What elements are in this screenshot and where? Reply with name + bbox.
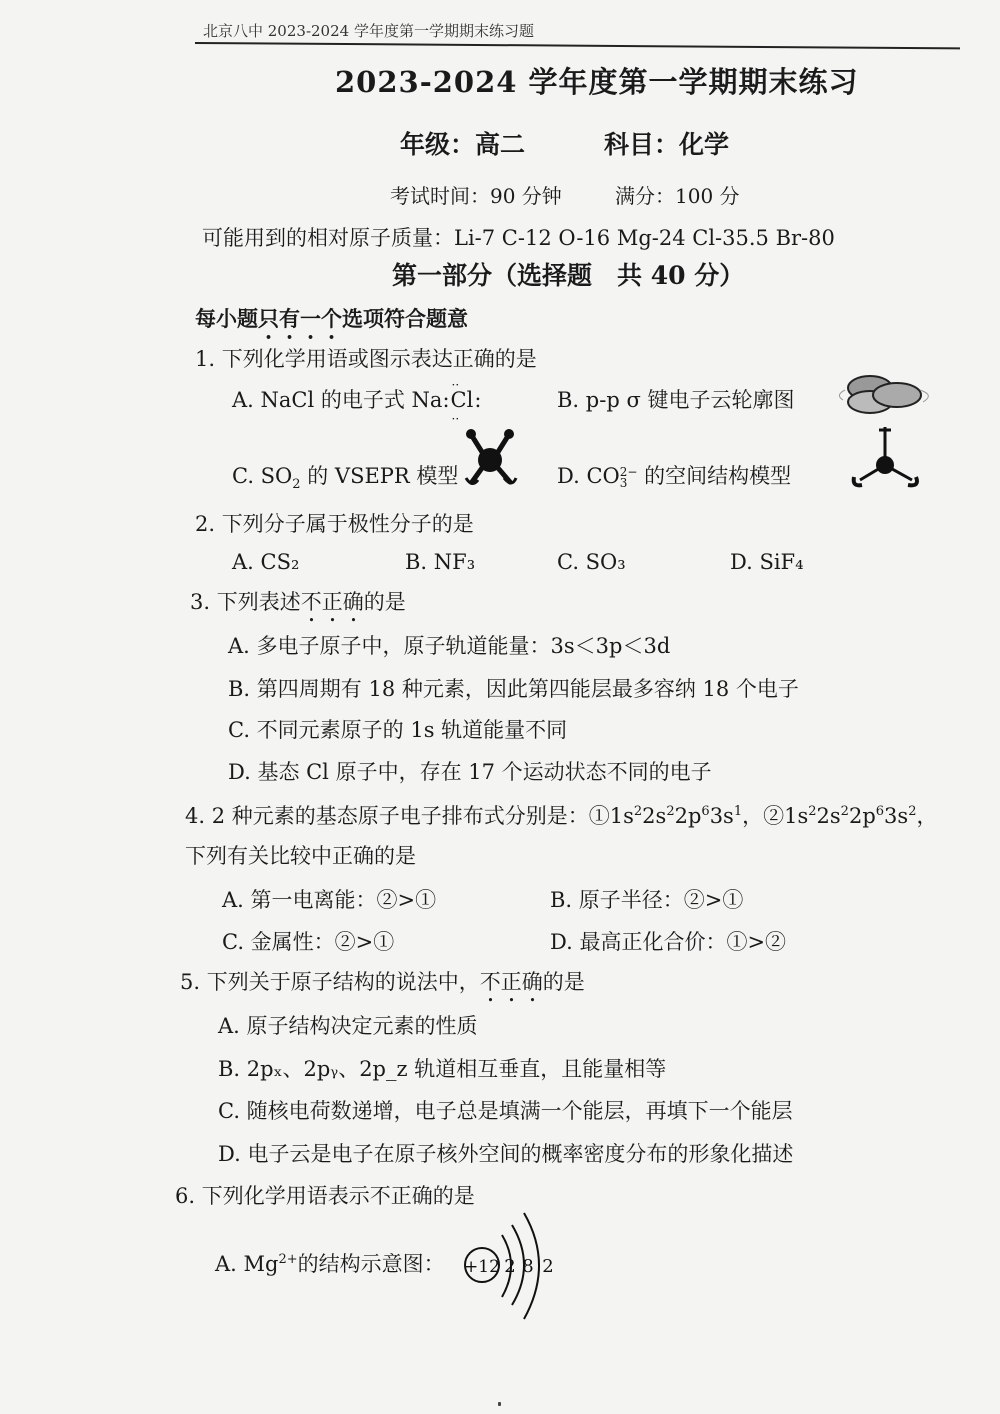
q3-option-d: D. 基态 Cl 原子中，存在 17 个运动状态不同的电子: [228, 760, 712, 784]
q5-option-c: C. 随核电荷数递增，电子总是填满一个能层，再填下一个能层: [218, 1099, 793, 1123]
sigma-bond-cloud-image: [835, 370, 940, 418]
question-1-stem: 1. 下列化学用语或图示表达正确的是: [195, 347, 537, 371]
q2-option-d: D. SiF₄: [730, 550, 804, 574]
so2-vsepr-model-image: [462, 422, 520, 488]
question-5-stem: 5. 下列关于原子结构的说法中，不正确的是: [180, 970, 585, 994]
q1-option-a: A. NaCl 的电子式 Na: ·· Cl ·· :: [232, 378, 482, 426]
q3-option-c: C. 不同元素原子的 1s 轨道能量不同: [228, 718, 568, 742]
q5-option-d: D. 电子云是电子在原子核外空间的概率密度分布的形象化描述: [218, 1142, 794, 1166]
q2-option-b: B. NF₃: [405, 550, 476, 574]
q3-option-b: B. 第四周期有 18 种元素，因此第四能层最多容纳 18 个电子: [228, 677, 799, 701]
q2-option-a: A. CS₂: [232, 550, 300, 574]
exam-title: 2023-2024 学年度第一学期期末练习: [335, 65, 859, 99]
q2-option-c: C. SO₃: [557, 550, 626, 574]
grade-label: 年级：高二: [400, 130, 526, 159]
q5-option-a: A. 原子结构决定元素的性质: [218, 1014, 478, 1038]
cl-lewis-symbol: ·· Cl ··: [450, 378, 474, 426]
q1-option-b: B. p-p σ 键电子云轮廓图: [557, 388, 795, 412]
co3-structure-model-image: [850, 425, 922, 493]
q4-option-c: C. 金属性：②>①: [222, 930, 395, 954]
mg-ion-structure-diagram: [460, 1205, 570, 1335]
question-4-stem: 4. 2 种元素的基态原子电子排布式分别是：$①1s^22s^22p^63s^1$，$②1s^22s^22p^63s^2$，: [185, 804, 938, 828]
page-header: 北京八中 2023-2024 学年度第一学期期末练习题: [203, 22, 534, 40]
q4-option-b: B. 原子半径：②>①: [550, 888, 744, 912]
shell-1-count: 2: [504, 1256, 516, 1277]
part-one-heading: 第一部分（选择题 共 40 分）: [392, 261, 745, 290]
page-mark: [498, 1402, 501, 1406]
q6-option-a: A. $Mg^{2+}$的结构示意图：: [215, 1252, 445, 1276]
q5-option-b: B. 2pₓ、2pᵧ、2p_z 轨道相互垂直，且能量相等: [218, 1057, 667, 1081]
subject-label: 科目：化学: [604, 130, 730, 159]
full-score: 满分：100 分: [615, 184, 740, 208]
shell-2-count: 8: [522, 1256, 534, 1277]
question-2-stem: 2. 下列分子属于极性分子的是: [195, 512, 474, 536]
shell-3-count: 2: [542, 1256, 554, 1277]
question-6-stem: 6. 下列化学用语表示不正确的是: [175, 1184, 475, 1208]
nucleus-charge: +12: [464, 1257, 500, 1277]
header-rule: [195, 42, 960, 49]
question-4-stem-line2: 下列有关比较中正确的是: [185, 844, 416, 868]
atomic-masses: 可能用到的相对原子质量：Li-7 C-12 O-16 Mg-24 Cl-35.5 Br-80: [202, 226, 835, 250]
q3-option-a: A. 多电子原子中，原子轨道能量：3s＜3p＜3d: [228, 634, 671, 658]
exam-time: 考试时间：90 分钟: [390, 184, 562, 208]
question-3-stem: 3. 下列表述不正确的是: [190, 590, 406, 614]
q4-option-d: D. 最高正化合价：①>②: [550, 930, 787, 954]
q1-option-d: D. CO 2− 3 的空间结构模型: [557, 464, 792, 490]
q4-option-a: A. 第一电离能：②>①: [222, 888, 437, 912]
instruction: 每小题只有一个选项符合题意: [195, 306, 468, 331]
q1-option-c: C. $SO_2$ 的 VSEPR 模型: [232, 464, 459, 493]
